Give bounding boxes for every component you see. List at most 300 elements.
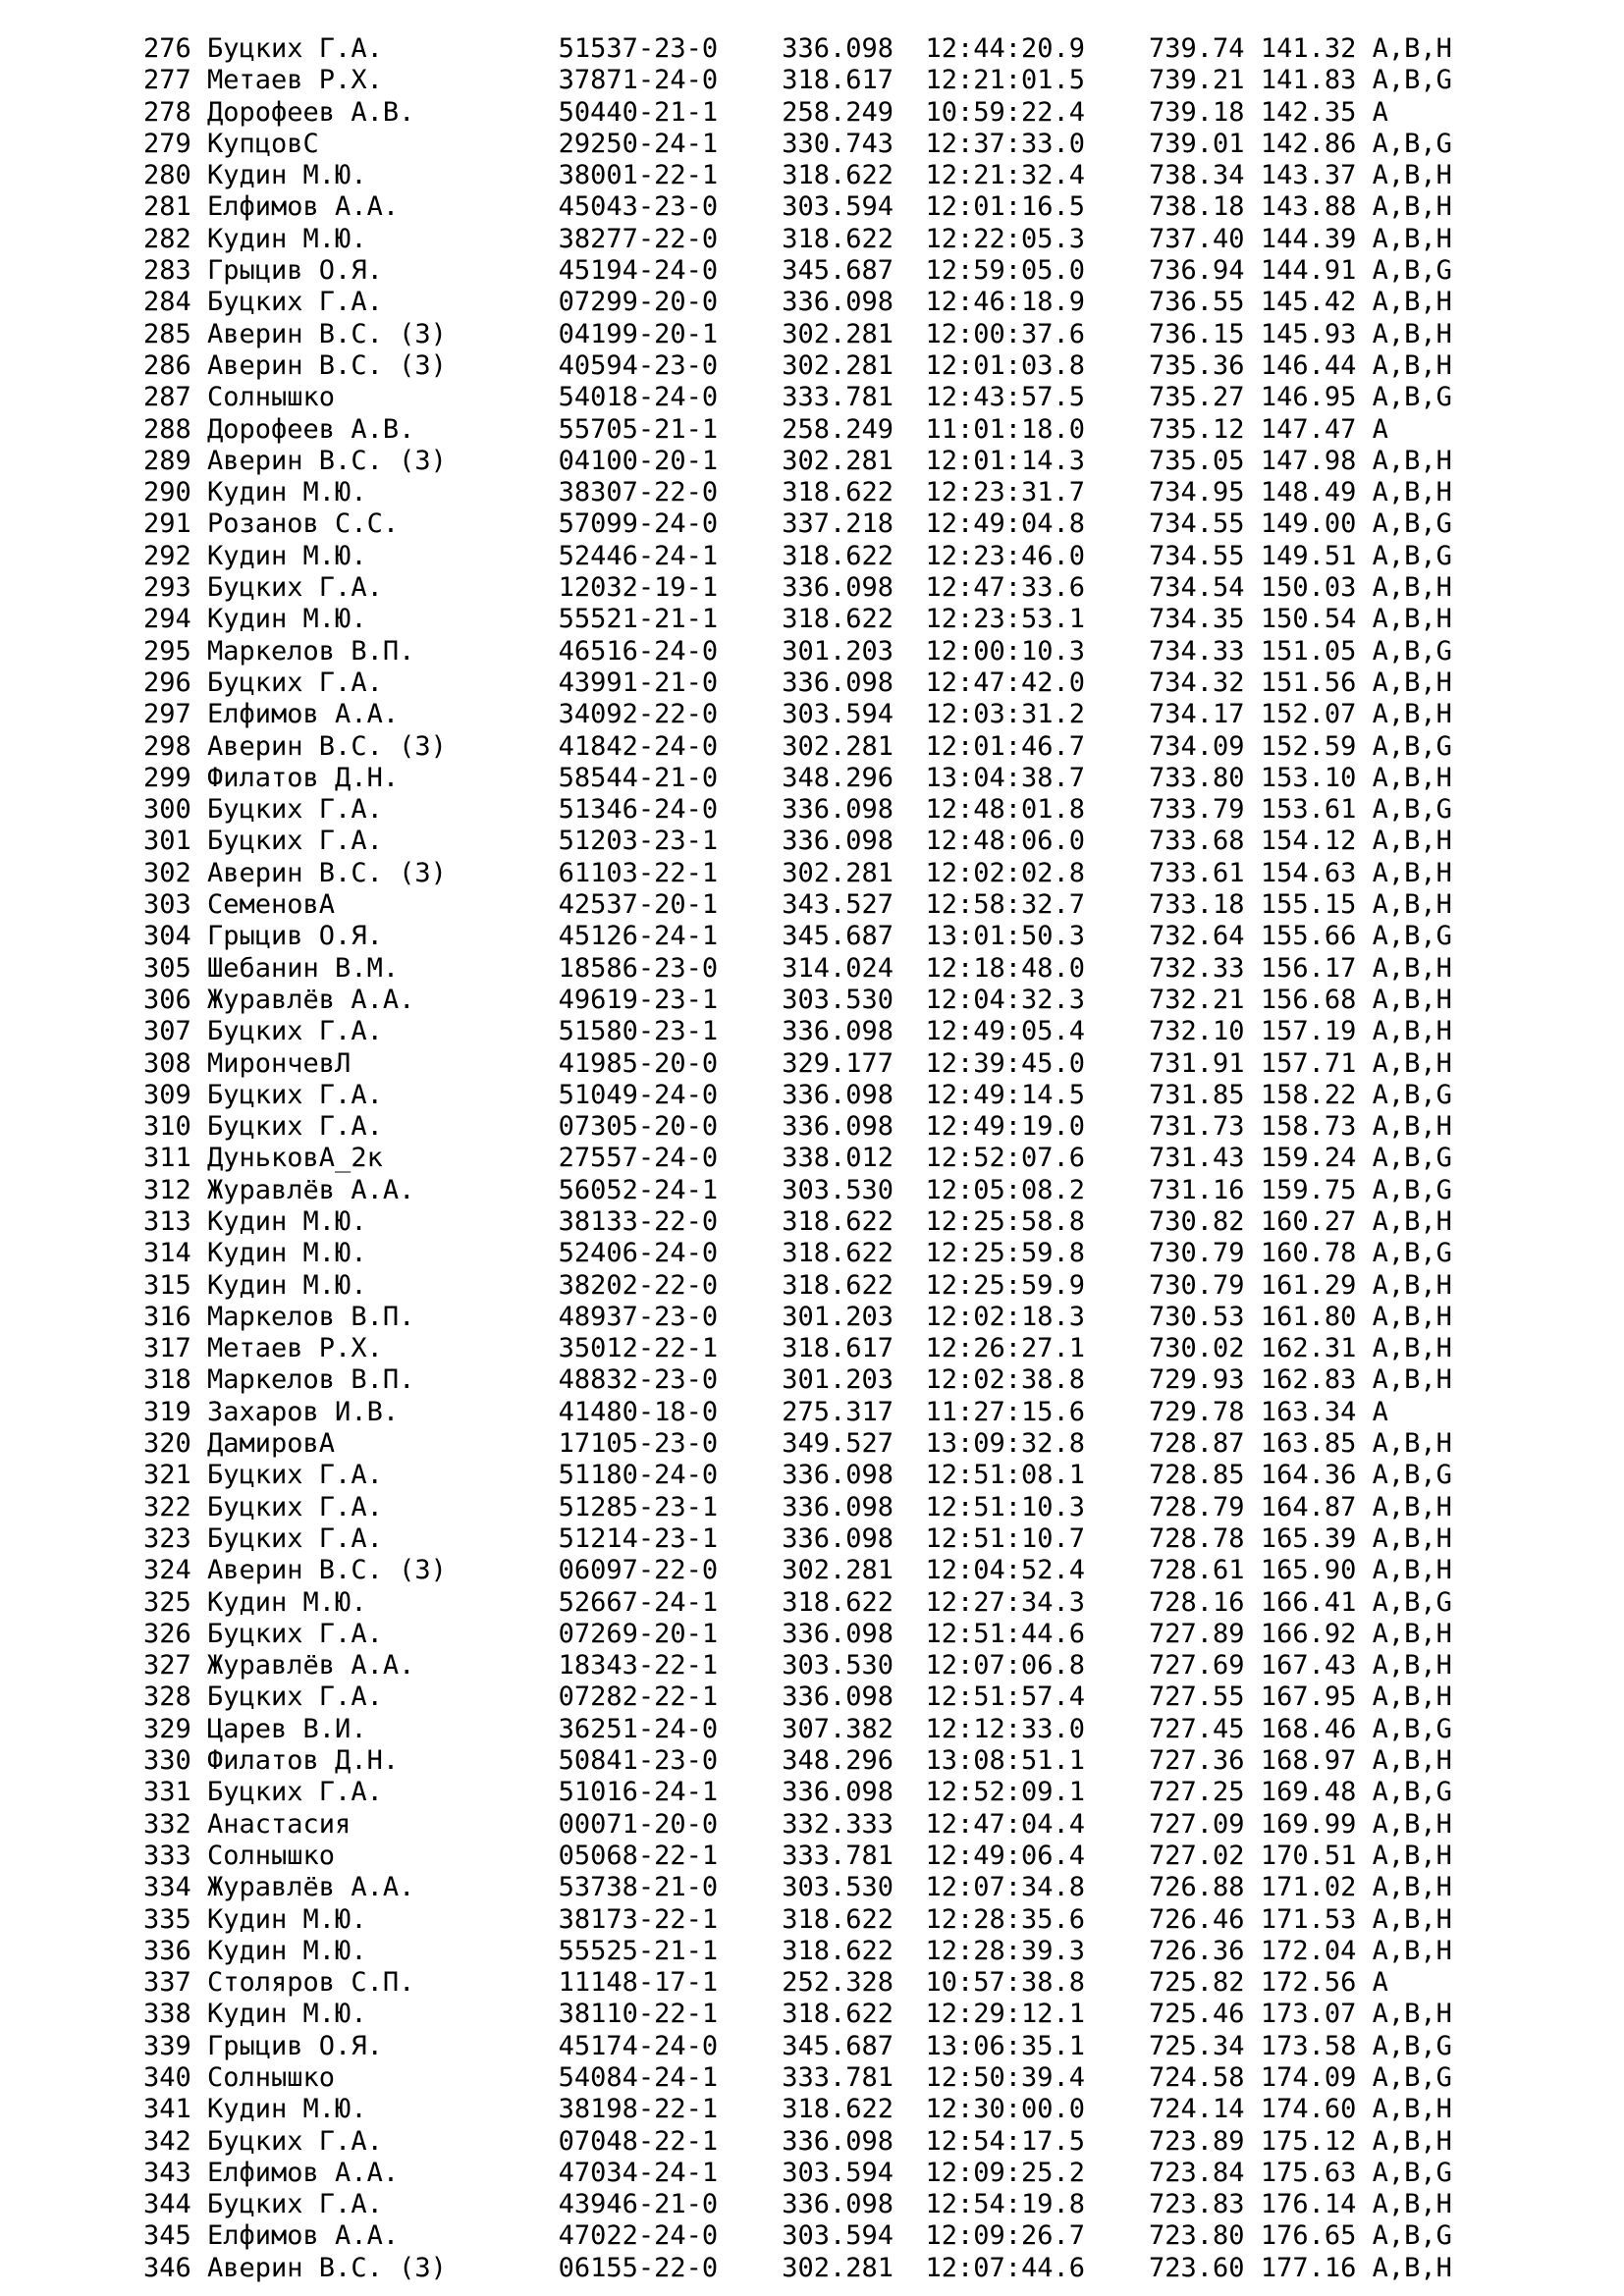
value-primary: 303.594 [782, 2220, 893, 2252]
time-value: 12:52:07.6 [925, 1143, 1086, 1174]
row-number: 302 [143, 857, 191, 888]
entry-id: 50440-21-1 [558, 96, 719, 128]
value-total: 734.54 [1149, 572, 1245, 604]
value-delta: 156.17 [1260, 952, 1357, 984]
row-number: 320 [143, 1428, 191, 1460]
time-value: 12:18:48.0 [925, 952, 1086, 984]
value-delta: 151.05 [1260, 635, 1357, 667]
row-number: 332 [143, 1808, 191, 1840]
table-row [143, 636, 1624, 667]
table-row [143, 1175, 1624, 1206]
participant-name: Буцких Г.А. [207, 2189, 383, 2220]
value-primary: 303.530 [782, 1650, 893, 1682]
table-row [143, 2220, 1624, 2252]
value-total: 736.15 [1149, 318, 1245, 349]
flags: A,B,H [1372, 952, 1452, 984]
row-number: 278 [143, 96, 191, 128]
value-total: 725.46 [1149, 1999, 1245, 2030]
flags: A,B,G [1372, 1174, 1452, 1205]
value-total: 723.84 [1149, 2157, 1245, 2188]
value-total: 723.80 [1149, 2220, 1245, 2252]
table-row [143, 2253, 1624, 2284]
value-primary: 318.617 [782, 1333, 893, 1364]
entry-id: 49619-23-1 [558, 984, 719, 1015]
participant-name: Буцких Г.А. [207, 572, 383, 604]
table-row [143, 97, 1624, 129]
value-total: 727.02 [1149, 1840, 1245, 1871]
flags: A,B,H [1372, 826, 1452, 857]
value-total: 730.79 [1149, 1238, 1245, 1269]
time-value: 12:39:45.0 [925, 1047, 1086, 1079]
value-total: 728.78 [1149, 1522, 1245, 1554]
value-primary: 336.098 [782, 667, 893, 698]
time-value: 12:21:01.5 [925, 65, 1086, 96]
entry-id: 58544-21-0 [558, 762, 719, 793]
flags: A,B,H [1372, 1618, 1452, 1649]
value-total: 739.21 [1149, 65, 1245, 96]
entry-id: 07269-20-1 [558, 1618, 719, 1649]
participant-name: Кудин М.Ю. [207, 1999, 367, 2030]
time-value: 12:05:08.2 [925, 1174, 1086, 1205]
entry-id: 04100-20-1 [558, 445, 719, 476]
value-primary: 345.687 [782, 921, 893, 952]
value-primary: 303.530 [782, 1872, 893, 1903]
table-row [143, 382, 1624, 413]
row-number: 296 [143, 667, 191, 698]
row-number: 279 [143, 128, 191, 159]
table-row [143, 794, 1624, 826]
flags: A,B,H [1372, 1428, 1452, 1460]
value-total: 731.73 [1149, 1111, 1245, 1143]
row-number: 345 [143, 2220, 191, 2252]
time-value: 12:50:39.4 [925, 2062, 1086, 2093]
time-value: 13:09:32.8 [925, 1428, 1086, 1460]
flags: A,B,G [1372, 2030, 1452, 2061]
time-value: 12:48:06.0 [925, 826, 1086, 857]
value-delta: 153.10 [1260, 762, 1357, 793]
value-delta: 157.71 [1260, 1047, 1357, 1079]
value-primary: 302.281 [782, 730, 893, 762]
value-delta: 154.12 [1260, 826, 1357, 857]
participant-name: Грыцив О.Я. [207, 921, 383, 952]
participant-name: Елфимов А.А. [207, 699, 400, 730]
value-primary: 345.687 [782, 2030, 893, 2061]
value-delta: 164.36 [1260, 1460, 1357, 1491]
entry-id: 48937-23-0 [558, 1301, 719, 1332]
row-number: 277 [143, 65, 191, 96]
flags: A [1372, 1396, 1388, 1427]
flags: A,B,G [1372, 1777, 1452, 1808]
table-row [143, 1841, 1624, 1872]
time-value: 12:51:10.3 [925, 1491, 1086, 1522]
value-delta: 146.44 [1260, 349, 1357, 381]
table-row [143, 1080, 1624, 1111]
value-primary: 302.281 [782, 445, 893, 476]
value-total: 739.18 [1149, 96, 1245, 128]
value-delta: 173.07 [1260, 1999, 1357, 2030]
participant-name: Столяров С.П. [207, 1967, 415, 1999]
flags: A,B,G [1372, 540, 1452, 571]
table-row [143, 2158, 1624, 2189]
row-number: 310 [143, 1111, 191, 1143]
participant-name: Кудин М.Ю. [207, 477, 367, 508]
value-delta: 176.65 [1260, 2220, 1357, 2252]
participant-name: Журавлёв А.А. [207, 1650, 415, 1682]
flags: A,B,G [1372, 730, 1452, 762]
row-number: 293 [143, 572, 191, 604]
flags: A,B,G [1372, 1586, 1452, 1618]
entry-id: 40594-23-0 [558, 349, 719, 381]
row-number: 342 [143, 2125, 191, 2157]
table-row [143, 33, 1624, 65]
entry-id: 38202-22-0 [558, 1269, 719, 1301]
value-total: 733.79 [1149, 794, 1245, 826]
value-primary: 349.527 [782, 1428, 893, 1460]
row-number: 312 [143, 1174, 191, 1205]
entry-id: 07048-22-1 [558, 2125, 719, 2157]
flags: A,B,H [1372, 191, 1452, 223]
value-delta: 175.12 [1260, 2125, 1357, 2157]
row-number: 326 [143, 1618, 191, 1649]
time-value: 12:07:34.8 [925, 1872, 1086, 1903]
entry-id: 45126-24-1 [558, 921, 719, 952]
value-primary: 336.098 [782, 1111, 893, 1143]
flags: A,B,G [1372, 1713, 1452, 1744]
value-total: 733.68 [1149, 826, 1245, 857]
participant-name: Царев В.И. [207, 1713, 367, 1744]
value-total: 738.34 [1149, 160, 1245, 191]
value-total: 727.36 [1149, 1745, 1245, 1777]
time-value: 12:21:32.4 [925, 160, 1086, 191]
value-total: 734.32 [1149, 667, 1245, 698]
table-row [143, 1143, 1624, 1174]
value-total: 734.55 [1149, 540, 1245, 571]
participant-name: Буцких Г.А. [207, 1682, 383, 1713]
participant-name: Метаев Р.Х. [207, 65, 383, 96]
flags: A,B,G [1372, 635, 1452, 667]
time-value: 11:27:15.6 [925, 1396, 1086, 1427]
row-number: 330 [143, 1745, 191, 1777]
value-total: 734.55 [1149, 508, 1245, 540]
participant-name: Буцких Г.А. [207, 287, 383, 318]
time-value: 12:44:20.9 [925, 33, 1086, 64]
entry-id: 54018-24-0 [558, 382, 719, 413]
participant-name: Филатов Д.Н. [207, 762, 400, 793]
table-row [143, 224, 1624, 255]
value-primary: 318.622 [782, 540, 893, 571]
row-number: 311 [143, 1143, 191, 1174]
table-row [143, 160, 1624, 191]
time-value: 12:47:04.4 [925, 1808, 1086, 1840]
time-value: 12:25:58.8 [925, 1205, 1086, 1237]
value-total: 730.82 [1149, 1205, 1245, 1237]
value-delta: 166.41 [1260, 1586, 1357, 1618]
flags: A,B,G [1372, 1238, 1452, 1269]
value-primary: 302.281 [782, 318, 893, 349]
value-delta: 159.75 [1260, 1174, 1357, 1205]
flags: A,B,H [1372, 1903, 1452, 1935]
row-number: 328 [143, 1682, 191, 1713]
value-primary: 336.098 [782, 1460, 893, 1491]
table-row [143, 65, 1624, 96]
value-delta: 152.59 [1260, 730, 1357, 762]
value-primary: 302.281 [782, 349, 893, 381]
table-row [143, 1809, 1624, 1841]
flags: A,B,G [1372, 255, 1452, 287]
row-number: 298 [143, 730, 191, 762]
flags: A [1372, 413, 1388, 445]
value-primary: 333.781 [782, 1840, 893, 1871]
value-delta: 161.80 [1260, 1301, 1357, 1332]
row-number: 319 [143, 1396, 191, 1427]
value-delta: 170.51 [1260, 1840, 1357, 1871]
row-number: 341 [143, 2094, 191, 2125]
participant-name: Дорофеев А.В. [207, 413, 415, 445]
flags: A [1372, 96, 1388, 128]
value-delta: 149.51 [1260, 540, 1357, 571]
value-primary: 303.530 [782, 984, 893, 1015]
time-value: 12:01:03.8 [925, 349, 1086, 381]
table-row [143, 2094, 1624, 2125]
entry-id: 12032-19-1 [558, 572, 719, 604]
value-primary: 343.527 [782, 889, 893, 921]
value-primary: 333.781 [782, 382, 893, 413]
table-row [143, 2062, 1624, 2094]
table-row [143, 858, 1624, 889]
flags: A,B,H [1372, 604, 1452, 635]
table-row [143, 2031, 1624, 2062]
row-number: 284 [143, 287, 191, 318]
value-primary: 337.218 [782, 508, 893, 540]
time-value: 12:52:09.1 [925, 1777, 1086, 1808]
entry-id: 29250-24-1 [558, 128, 719, 159]
row-number: 300 [143, 794, 191, 826]
value-delta: 169.99 [1260, 1808, 1357, 1840]
participant-name: Аверин В.С. (З) [207, 349, 447, 381]
value-total: 723.83 [1149, 2189, 1245, 2220]
value-delta: 162.83 [1260, 1364, 1357, 1396]
entry-id: 42537-20-1 [558, 889, 719, 921]
value-delta: 153.61 [1260, 794, 1357, 826]
entry-id: 00071-20-0 [558, 1808, 719, 1840]
value-primary: 336.098 [782, 794, 893, 826]
value-total: 739.01 [1149, 128, 1245, 159]
value-primary: 302.281 [782, 1555, 893, 1586]
row-number: 295 [143, 635, 191, 667]
value-primary: 330.743 [782, 128, 893, 159]
value-delta: 158.73 [1260, 1111, 1357, 1143]
table-row [143, 1619, 1624, 1650]
table-row [143, 1936, 1624, 1967]
entry-id: 41985-20-0 [558, 1047, 719, 1079]
value-delta: 148.49 [1260, 477, 1357, 508]
entry-id: 18343-22-1 [558, 1650, 719, 1682]
entry-id: 57099-24-0 [558, 508, 719, 540]
value-primary: 336.098 [782, 2125, 893, 2157]
participant-name: КупцовС [207, 128, 319, 159]
participant-name: Маркелов В.П. [207, 1364, 415, 1396]
value-delta: 144.91 [1260, 255, 1357, 287]
value-total: 735.05 [1149, 445, 1245, 476]
table-row [143, 1872, 1624, 1903]
value-delta: 142.35 [1260, 96, 1357, 128]
table-row [143, 1238, 1624, 1269]
value-primary: 318.622 [782, 1269, 893, 1301]
time-value: 12:49:14.5 [925, 1079, 1086, 1110]
value-primary: 318.622 [782, 2094, 893, 2125]
entry-id: 45194-24-0 [558, 255, 719, 287]
row-number: 287 [143, 382, 191, 413]
time-value: 12:12:33.0 [925, 1713, 1086, 1744]
table-row [143, 2189, 1624, 2220]
value-delta: 141.32 [1260, 33, 1357, 64]
participant-name: Журавлёв А.А. [207, 1174, 415, 1205]
table-row [143, 1111, 1624, 1143]
table-row [143, 572, 1624, 604]
value-primary: 336.098 [782, 826, 893, 857]
time-value: 12:04:32.3 [925, 984, 1086, 1015]
time-value: 12:47:33.6 [925, 572, 1086, 604]
value-total: 728.61 [1149, 1555, 1245, 1586]
table-row [143, 1714, 1624, 1745]
value-primary: 336.098 [782, 1522, 893, 1554]
time-value: 12:00:10.3 [925, 635, 1086, 667]
participant-name: Буцких Г.А. [207, 2125, 383, 2157]
value-primary: 318.622 [782, 1999, 893, 2030]
value-total: 732.33 [1149, 952, 1245, 984]
flags: A,B,H [1372, 1840, 1452, 1871]
value-total: 729.93 [1149, 1364, 1245, 1396]
value-total: 724.14 [1149, 2094, 1245, 2125]
time-value: 12:02:38.8 [925, 1364, 1086, 1396]
participant-name: Кудин М.Ю. [207, 223, 367, 254]
entry-id: 51049-24-0 [558, 1079, 719, 1110]
value-delta: 163.34 [1260, 1396, 1357, 1427]
participant-name: Кудин М.Ю. [207, 1238, 367, 1269]
row-number: 331 [143, 1777, 191, 1808]
time-value: 12:58:32.7 [925, 889, 1086, 921]
participant-name: МирончевЛ [207, 1047, 352, 1079]
entry-id: 38001-22-1 [558, 160, 719, 191]
value-total: 728.87 [1149, 1428, 1245, 1460]
table-row [143, 2126, 1624, 2158]
value-total: 724.58 [1149, 2062, 1245, 2093]
time-value: 12:22:05.3 [925, 223, 1086, 254]
table-row [143, 1745, 1624, 1777]
value-total: 730.02 [1149, 1333, 1245, 1364]
row-number: 339 [143, 2030, 191, 2061]
participant-name: Маркелов В.П. [207, 1301, 415, 1332]
value-total: 731.43 [1149, 1143, 1245, 1174]
value-delta: 167.95 [1260, 1682, 1357, 1713]
value-delta: 171.53 [1260, 1903, 1357, 1935]
row-number: 283 [143, 255, 191, 287]
value-primary: 336.098 [782, 1682, 893, 1713]
table-row [143, 985, 1624, 1016]
table-row [143, 1270, 1624, 1302]
value-primary: 345.687 [782, 255, 893, 287]
flags: A,B,H [1372, 1301, 1452, 1332]
participant-name: Буцких Г.А. [207, 1522, 383, 1554]
time-value: 11:01:18.0 [925, 413, 1086, 445]
value-total: 726.88 [1149, 1872, 1245, 1903]
participant-name: Кудин М.Ю. [207, 1903, 367, 1935]
value-delta: 159.24 [1260, 1143, 1357, 1174]
entry-id: 38133-22-0 [558, 1205, 719, 1237]
value-total: 727.45 [1149, 1713, 1245, 1744]
entry-id: 18586-23-0 [558, 952, 719, 984]
table-row [143, 1206, 1624, 1238]
row-number: 308 [143, 1047, 191, 1079]
value-total: 727.55 [1149, 1682, 1245, 1713]
value-total: 734.35 [1149, 604, 1245, 635]
participant-name: Филатов Д.Н. [207, 1745, 400, 1777]
flags: A,B,G [1372, 2062, 1452, 2093]
time-value: 12:49:06.4 [925, 1840, 1086, 1871]
table-row [143, 1048, 1624, 1080]
flags: A,B,H [1372, 1745, 1452, 1777]
table-row [143, 446, 1624, 477]
time-value: 12:07:44.6 [925, 2252, 1086, 2283]
table-row [143, 1682, 1624, 1713]
entry-id: 27557-24-0 [558, 1143, 719, 1174]
participant-name: Аверин В.С. (З) [207, 445, 447, 476]
participant-name: Маркелов В.П. [207, 635, 415, 667]
value-delta: 142.86 [1260, 128, 1357, 159]
entry-id: 43991-21-0 [558, 667, 719, 698]
row-number: 291 [143, 508, 191, 540]
flags: A,B,H [1372, 1808, 1452, 1840]
participant-name: Розанов С.С. [207, 508, 400, 540]
value-delta: 154.63 [1260, 857, 1357, 888]
value-total: 728.16 [1149, 1586, 1245, 1618]
value-total: 727.09 [1149, 1808, 1245, 1840]
value-primary: 307.382 [782, 1713, 893, 1744]
value-primary: 318.617 [782, 65, 893, 96]
row-number: 338 [143, 1999, 191, 2030]
value-primary: 336.098 [782, 572, 893, 604]
row-number: 294 [143, 604, 191, 635]
table-row [143, 889, 1624, 921]
table-row [143, 826, 1624, 857]
participant-name: Аверин В.С. (З) [207, 1555, 447, 1586]
entry-id: 51285-23-1 [558, 1491, 719, 1522]
flags: A,B,H [1372, 1491, 1452, 1522]
value-delta: 150.54 [1260, 604, 1357, 635]
participant-name: Буцких Г.А. [207, 1079, 383, 1110]
table-row [143, 541, 1624, 572]
value-primary: 303.594 [782, 2157, 893, 2188]
value-total: 727.89 [1149, 1618, 1245, 1649]
value-total: 728.85 [1149, 1460, 1245, 1491]
table-row [143, 921, 1624, 952]
row-number: 317 [143, 1333, 191, 1364]
time-value: 12:28:39.3 [925, 1935, 1086, 1966]
value-delta: 146.95 [1260, 382, 1357, 413]
flags: A,B,H [1372, 667, 1452, 698]
time-value: 10:59:22.4 [925, 96, 1086, 128]
entry-id: 34092-22-0 [558, 699, 719, 730]
entry-id: 38198-22-1 [558, 2094, 719, 2125]
value-delta: 147.98 [1260, 445, 1357, 476]
value-delta: 161.29 [1260, 1269, 1357, 1301]
value-total: 732.64 [1149, 921, 1245, 952]
value-total: 737.40 [1149, 223, 1245, 254]
flags: A,B,H [1372, 477, 1452, 508]
value-total: 734.33 [1149, 635, 1245, 667]
participant-name: Аверин В.С. (З) [207, 857, 447, 888]
row-number: 285 [143, 318, 191, 349]
